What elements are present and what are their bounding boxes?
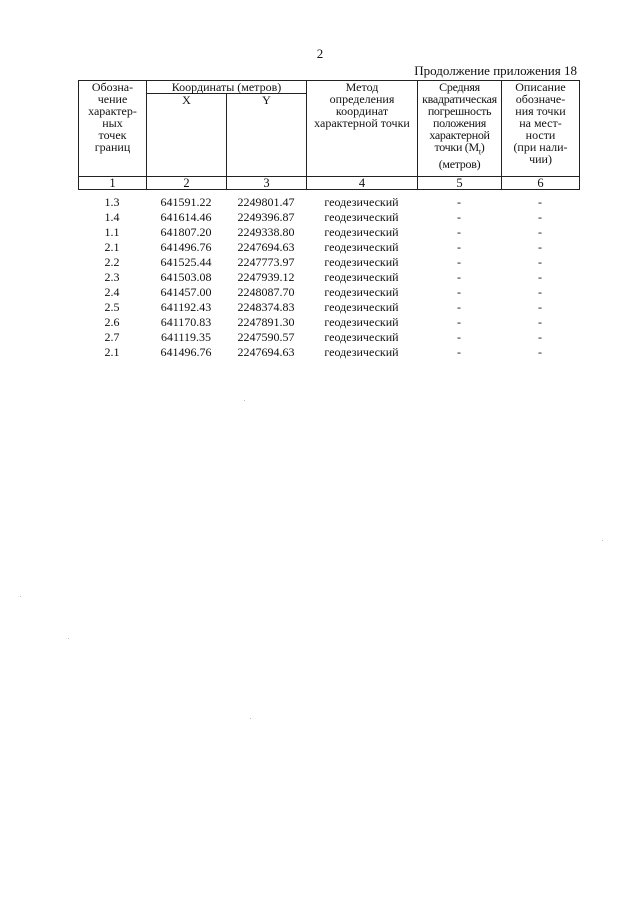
table-row <box>78 270 579 285</box>
cell-point: 1.3 <box>104 195 120 209</box>
column-number: 4 <box>307 177 418 190</box>
table-row <box>78 225 579 240</box>
cell-point: 2.1 <box>104 240 120 254</box>
cell-method: геодезический <box>324 330 399 344</box>
cell-method: геодезический <box>324 270 399 284</box>
cell-x: 641614.46 <box>160 210 212 224</box>
cell-point: 2.3 <box>104 270 120 284</box>
cell-y: 2249396.87 <box>237 210 295 224</box>
cell-point: 2.4 <box>104 285 120 299</box>
cell-x: 641496.76 <box>160 345 212 359</box>
cell-y: 2248374.83 <box>237 300 295 314</box>
cell-point: 2.6 <box>104 315 120 329</box>
cell-description: - <box>538 300 542 314</box>
coordinates-table <box>78 195 579 360</box>
cell-description: - <box>538 210 542 224</box>
cell-point: 1.4 <box>104 210 120 224</box>
scan-speck <box>20 596 21 597</box>
header-coordinates: Координаты (метров) <box>147 81 307 94</box>
cell-error: - <box>457 330 461 344</box>
cell-error: - <box>457 270 461 284</box>
cell-x: 641591.22 <box>160 195 212 209</box>
cell-description: - <box>538 225 542 239</box>
cell-point: 2.5 <box>104 300 120 314</box>
scan-speck <box>68 638 69 639</box>
header-point-designation: Обозна- чение характер- ных точек границ <box>79 81 147 177</box>
cell-description: - <box>538 315 542 329</box>
cell-method: геодезический <box>324 315 399 329</box>
cell-method: геодезический <box>324 345 399 359</box>
cell-description: - <box>538 330 542 344</box>
cell-x: 641807.20 <box>160 225 212 239</box>
cell-x: 641496.76 <box>160 240 212 254</box>
table-row <box>78 300 579 315</box>
cell-description: - <box>538 270 542 284</box>
cell-y: 2247939.12 <box>237 270 295 284</box>
cell-point: 2.7 <box>104 330 120 344</box>
cell-method: геодезический <box>324 300 399 314</box>
cell-y: 2247773.97 <box>237 255 295 269</box>
table-row <box>78 285 579 300</box>
cell-description: - <box>538 285 542 299</box>
header-y: Y <box>227 94 307 177</box>
header-description: Описание обозначе- ния точки на мест- ности (при нали- чии) <box>502 81 580 177</box>
table-row <box>78 345 579 360</box>
cell-method: геодезический <box>324 240 399 254</box>
cell-x: 641525.44 <box>160 255 212 269</box>
table-header <box>78 80 580 190</box>
cell-x: 641192.43 <box>160 300 212 314</box>
cell-y: 2249801.47 <box>237 195 295 209</box>
cell-y: 2247891.30 <box>237 315 295 329</box>
header-x: X <box>147 94 227 177</box>
column-number: 5 <box>418 177 502 190</box>
table-row <box>78 315 579 330</box>
column-number: 1 <box>79 177 147 190</box>
cell-error: - <box>457 195 461 209</box>
scan-speck <box>250 718 251 719</box>
page-number: 2 <box>316 46 324 61</box>
cell-y: 2249338.80 <box>237 225 295 239</box>
cell-error: - <box>457 225 461 239</box>
header-error: Средняя квадратическая погрешность положения характерной точки $(M_t)$ (метров) <box>418 81 502 177</box>
cell-x: 641503.08 <box>160 270 212 284</box>
column-number: 2 <box>147 177 227 190</box>
cell-method: геодезический <box>324 195 399 209</box>
table-row <box>78 195 579 210</box>
cell-error: - <box>457 345 461 359</box>
cell-x: 641170.83 <box>160 315 212 329</box>
cell-method: геодезический <box>324 210 399 224</box>
cell-method: геодезический <box>324 255 399 269</box>
cell-point: 1.1 <box>104 225 120 239</box>
cell-error: - <box>457 300 461 314</box>
cell-description: - <box>538 195 542 209</box>
cell-y: 2247694.63 <box>237 240 295 254</box>
scan-speck <box>602 540 603 541</box>
cell-y: 2248087.70 <box>237 285 295 299</box>
cell-error: - <box>457 255 461 269</box>
table-row <box>78 330 579 345</box>
cell-y: 2247590.57 <box>237 330 295 344</box>
table-row <box>78 240 579 255</box>
table-row <box>78 210 579 225</box>
cell-x: 641119.35 <box>160 330 212 344</box>
scan-speck <box>244 400 245 401</box>
table-row <box>78 255 579 270</box>
cell-point: 2.1 <box>104 345 120 359</box>
cell-description: - <box>538 345 542 359</box>
cell-method: геодезический <box>324 285 399 299</box>
cell-x: 641457.00 <box>160 285 212 299</box>
cell-description: - <box>538 240 542 254</box>
column-number: 3 <box>227 177 307 190</box>
cell-method: геодезический <box>324 225 399 239</box>
continuation-label: Продолжение приложения 18 <box>414 63 577 78</box>
header-method: Метод определения координат характерной точки <box>307 81 418 177</box>
cell-y: 2247694.63 <box>237 345 295 359</box>
cell-error: - <box>457 210 461 224</box>
cell-error: - <box>457 285 461 299</box>
column-number: 6 <box>502 177 580 190</box>
cell-error: - <box>457 240 461 254</box>
cell-description: - <box>538 255 542 269</box>
cell-point: 2.2 <box>104 255 120 269</box>
cell-error: - <box>457 315 461 329</box>
